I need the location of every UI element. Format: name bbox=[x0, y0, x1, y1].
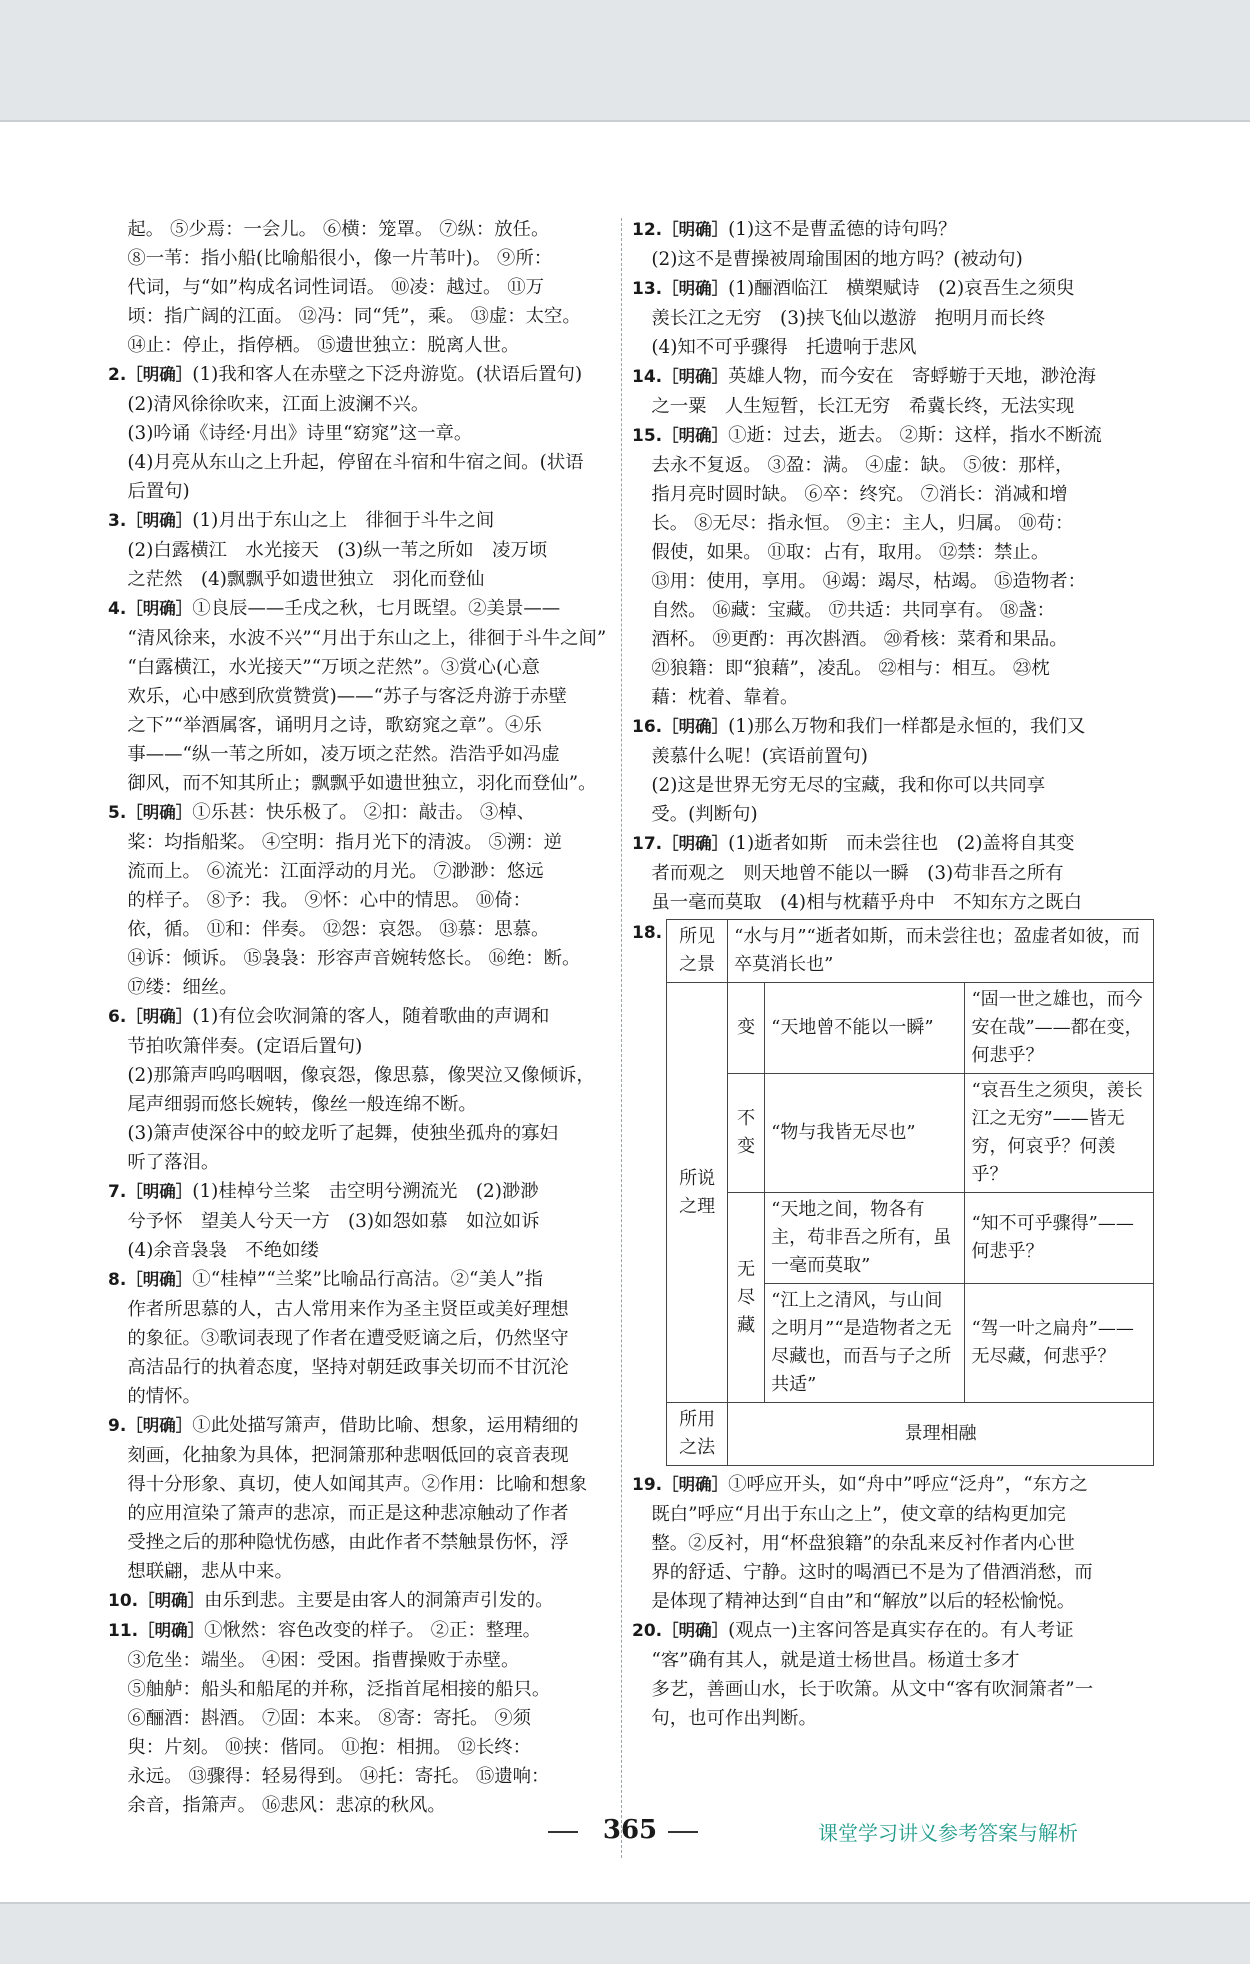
answer-line bbox=[632, 771, 1154, 800]
answer-text: 受。(判断句) bbox=[651, 804, 758, 825]
column-divider bbox=[621, 218, 622, 1858]
answer-line bbox=[632, 625, 1154, 654]
answer-item bbox=[632, 274, 1154, 362]
method-content: 景理相融 bbox=[728, 1403, 1154, 1466]
change-quote: “天地曾不能以一瞬” bbox=[765, 983, 965, 1074]
answer-line bbox=[108, 653, 611, 682]
answer-line bbox=[632, 683, 1154, 712]
answer-text: ①此处描写箫声，借助比喻、想象，运用精细的 bbox=[192, 1415, 579, 1436]
answer-line bbox=[108, 1002, 611, 1032]
answer-text: ①呼应开头，如“舟中”呼应“泛舟”，“东方之 bbox=[728, 1474, 1088, 1495]
table-row bbox=[667, 1074, 1154, 1193]
answer-line bbox=[108, 1295, 611, 1324]
answer-text: 事——“纵一苇之所如，凌万顷之茫然。浩浩乎如冯虚 bbox=[127, 744, 560, 765]
answer-line bbox=[632, 1500, 1154, 1529]
answer-text: ⑤舳舻：船头和船尾的并称，泛指首尾相接的船只。 bbox=[127, 1679, 551, 1700]
answer-line bbox=[108, 244, 611, 273]
question-number: 17. bbox=[632, 834, 663, 854]
answer-line bbox=[108, 536, 611, 565]
answer-line bbox=[632, 1675, 1154, 1704]
change-comment: “固一世之雄也，而今安在哉”——都在变，何悲乎？ bbox=[965, 983, 1154, 1074]
answer-item bbox=[632, 1470, 1154, 1616]
answer-text: 尾声细弱而悠长婉转，像丝一般连绵不断。 bbox=[127, 1094, 477, 1115]
answer-line bbox=[632, 567, 1154, 596]
answer-text: 是体现了精神达到“自由”和“解放”以后的轻松愉悦。 bbox=[651, 1591, 1076, 1612]
answer-line bbox=[632, 362, 1154, 392]
answer-item bbox=[108, 506, 611, 594]
answer-line bbox=[108, 1324, 611, 1353]
question-number: 12. bbox=[632, 220, 663, 240]
answer-line bbox=[108, 915, 611, 944]
question-number: 4. bbox=[108, 599, 127, 619]
scene-content: “水与月”“逝者如斯，而未尝往也；盈虚者如彼，而卒莫消长也” bbox=[728, 920, 1154, 983]
answer-line bbox=[632, 596, 1154, 625]
answer-text: 长。 ⑧无尽：指永恒。 ⑨主：主人，归属。 ⑩苟： bbox=[651, 513, 1074, 534]
answer-tag: ［明确］ bbox=[662, 834, 729, 853]
answer-text: 去永不复返。 ③盈：满。 ④虚：缺。 ⑤彼：那样， bbox=[651, 455, 1074, 476]
answer-text: 听了落泪。 bbox=[127, 1152, 220, 1173]
answer-line bbox=[108, 419, 611, 448]
answer-text: 之一粟 人生短暂，长江无穷 希冀长终，无法实现 bbox=[651, 396, 1075, 417]
endless-quote-1: “天地之间，物各有主，苟非吾之所有，虽一毫而莫取” bbox=[765, 1193, 965, 1284]
row-head-scene: 所见之景 bbox=[667, 920, 728, 983]
question-number: 5. bbox=[108, 803, 127, 823]
answer-line bbox=[108, 1032, 611, 1061]
answer-text: 之茫然 (4)飘飘乎如遗世独立 羽化而登仙 bbox=[127, 569, 485, 590]
answer-text: ①乐甚：快乐极了。 ②扣：敲击。 ③棹、 bbox=[192, 802, 536, 823]
answer-line bbox=[108, 1236, 611, 1265]
answer-text: (1)月出于东山之上 徘徊于斗牛之间 bbox=[192, 510, 495, 531]
answer-text: 酒杯。 ⑲更酌：再次斟酒。 ⑳肴核：菜肴和果品。 bbox=[651, 629, 1068, 650]
answer-line bbox=[108, 711, 611, 740]
answer-line bbox=[108, 1119, 611, 1148]
answer-text: ⑰缕：细丝。 bbox=[127, 977, 238, 998]
answer-line bbox=[108, 1382, 611, 1411]
answer-item bbox=[108, 798, 611, 1002]
bottom-scan-band bbox=[0, 1902, 1250, 1964]
answer-line bbox=[108, 944, 611, 973]
answer-tag: ［明确］ bbox=[126, 803, 193, 822]
answer-text: ⑭诉：倾诉。 ⑮袅袅：形容声音婉转悠长。 ⑯绝：断。 bbox=[127, 948, 581, 969]
analysis-table bbox=[666, 919, 1154, 1466]
answer-tag: ［明确］ bbox=[662, 717, 729, 736]
answer-line bbox=[108, 1791, 611, 1820]
answer-line bbox=[632, 712, 1154, 742]
answer-line bbox=[108, 1616, 611, 1646]
answer-line bbox=[632, 1470, 1154, 1500]
row-head-reason: 所说之理 bbox=[667, 983, 728, 1403]
answer-line bbox=[632, 245, 1154, 274]
answer-item bbox=[632, 1616, 1154, 1733]
answer-text: (1)有位会吹洞箫的客人，随着歌曲的声调和 bbox=[192, 1006, 550, 1027]
answer-line bbox=[108, 302, 611, 331]
answer-line bbox=[632, 480, 1154, 509]
page-number: 365 bbox=[602, 1815, 658, 1845]
answer-text: 刻画，化抽象为具体，把洞箫那种悲咽低回的哀音表现 bbox=[127, 1445, 569, 1466]
left-column bbox=[108, 215, 611, 1820]
answer-line bbox=[632, 888, 1154, 917]
answer-line bbox=[108, 1704, 611, 1733]
answer-item bbox=[108, 1616, 611, 1820]
answer-tag: ［明确］ bbox=[662, 1475, 729, 1494]
answer-text: 者而观之 则天地曾不能以一瞬 (3)苟非吾之所有 bbox=[651, 863, 1064, 884]
answer-text: 整。②反衬，用“杯盘狼籍”的杂乱来反衬作者内心世 bbox=[651, 1533, 1075, 1554]
answer-text: “客”确有其人，就是道士杨世昌。杨道士多才 bbox=[651, 1650, 1020, 1671]
answer-line bbox=[108, 506, 611, 536]
question-number: 2. bbox=[108, 365, 127, 385]
answer-text: 藉：枕着、靠着。 bbox=[651, 687, 799, 708]
answer-text: 的象征。③歌词表现了作者在遭受贬谪之后，仍然坚守 bbox=[127, 1328, 569, 1349]
answer-line bbox=[632, 538, 1154, 567]
table-row bbox=[667, 983, 1154, 1074]
question-number: 20. bbox=[632, 1621, 663, 1641]
answer-text: (2)白露横江 水光接天 (3)纵一苇之所如 凌万顷 bbox=[127, 540, 548, 561]
sub-head-change: 变 bbox=[728, 983, 765, 1074]
answer-item bbox=[108, 215, 611, 360]
answer-text: ㉑狼籍：即“狼藉”，凌乱。 ㉒相与：相互。 ㉓枕 bbox=[651, 658, 1050, 679]
answer-line bbox=[108, 828, 611, 857]
answer-text: (4)月亮从东山之上升起，停留在斗宿和牛宿之间。(状语 bbox=[127, 452, 584, 473]
answer-text: (2)清风徐徐吹来，江面上波澜不兴。 bbox=[127, 394, 430, 415]
answer-text: 受挫之后的那种隐忧伤感，由此作者不禁触景伤怀，浮 bbox=[127, 1532, 569, 1553]
row-head-method: 所用之法 bbox=[667, 1403, 728, 1466]
answer-line bbox=[632, 654, 1154, 683]
right-column bbox=[632, 215, 1154, 1733]
question-number: 15. bbox=[632, 426, 663, 446]
answer-line bbox=[108, 390, 611, 419]
answer-text: (1)这不是曹孟德的诗句吗？ bbox=[728, 219, 957, 240]
answer-text: 之下”“举酒属客，诵明月之诗，歌窈窕之章”。④乐 bbox=[127, 715, 542, 736]
answer-line bbox=[108, 1586, 611, 1616]
answer-item bbox=[108, 360, 611, 506]
question-number: 10. bbox=[108, 1591, 139, 1611]
answer-text: 高洁品行的执着态度，坚持对朝廷政事关切而不甘沉沦 bbox=[127, 1357, 569, 1378]
answer-line bbox=[108, 740, 611, 769]
answer-text: (2)那箫声呜呜咽咽，像哀怨，像思慕，像哭泣又像倾诉， bbox=[127, 1065, 595, 1086]
answer-text: (3)吟诵《诗经·月出》诗里“窈窕”这一章。 bbox=[127, 423, 473, 444]
answer-line bbox=[108, 886, 611, 915]
answer-item bbox=[632, 421, 1154, 712]
answer-line bbox=[632, 1529, 1154, 1558]
answer-line bbox=[108, 1177, 611, 1207]
table-row bbox=[667, 1193, 1154, 1284]
answer-line bbox=[632, 274, 1154, 304]
question-number: 6. bbox=[108, 1007, 127, 1027]
answer-text: 既白”呼应“月出于东山之上”，使文章的结构更加完 bbox=[651, 1504, 1066, 1525]
answer-line bbox=[108, 682, 611, 711]
answer-text: 虽一毫而莫取 (4)相与枕藉乎舟中 不知东方之既白 bbox=[651, 892, 1082, 913]
answer-text: 由乐到悲。主要是由客人的洞箫声引发的。 bbox=[204, 1590, 554, 1611]
answer-text: (2)这不是曹操被周瑜围困的地方吗？(被动句) bbox=[651, 249, 1023, 270]
answer-line bbox=[632, 421, 1154, 451]
answer-text: 句，也可作出判断。 bbox=[651, 1708, 817, 1729]
answer-line bbox=[108, 1499, 611, 1528]
answer-line bbox=[632, 304, 1154, 333]
answer-line bbox=[108, 1411, 611, 1441]
answer-text: ⑧一苇：指小船(比喻船很小，像一片苇叶)。 ⑨所： bbox=[127, 248, 553, 269]
answer-text: ①“桂棹”“兰桨”比喻品行高洁。②“美人”指 bbox=[192, 1269, 543, 1290]
answer-text: (3)箫声使深谷中的蛟龙听了起舞，使独坐孤舟的寡妇 bbox=[127, 1123, 558, 1144]
answer-text: 多艺，善画山水，长于吹箫。从文中“客有吹洞箫者”一 bbox=[651, 1679, 1094, 1700]
answer-text: (观点一)主客问答是真实存在的。有人考证 bbox=[728, 1620, 1074, 1641]
answer-text: ①逝：过去，逝去。 ②斯：这样，指水不断流 bbox=[728, 425, 1102, 446]
answer-item bbox=[108, 594, 611, 798]
answer-line bbox=[108, 1675, 611, 1704]
answer-text: ①良辰——壬戌之秋，七月既望。②美景—— bbox=[192, 598, 561, 619]
answer-text: (1)逝者如斯 而未尝往也 (2)盖将自其变 bbox=[728, 833, 1075, 854]
answer-line bbox=[632, 859, 1154, 888]
answer-text: (4)余音袅袅 不绝如缕 bbox=[127, 1240, 319, 1261]
answer-line bbox=[108, 594, 611, 624]
answer-line bbox=[108, 1762, 611, 1791]
endless-quote-2: “江上之清风，与山间之明月”“是造物者之无尽藏也，而吾与子之所共适” bbox=[765, 1284, 965, 1403]
sub-head-constant: 不变 bbox=[728, 1074, 765, 1193]
answer-line bbox=[108, 1646, 611, 1675]
answer-item bbox=[108, 1586, 611, 1616]
answer-text: (1)我和客人在赤壁之下泛舟游览。(状语后置句) bbox=[192, 364, 583, 385]
answer-text: 桨：均指船桨。 ④空明：指月光下的清波。 ⑤溯：逆 bbox=[127, 832, 562, 853]
answer-text: 想联翩，悲从中来。 bbox=[127, 1561, 293, 1582]
answer-line bbox=[108, 448, 611, 477]
answer-text: ①愀然：容色改变的样子。 ②正：整理。 bbox=[204, 1620, 542, 1641]
answer-text: 的样子。 ⑧予：我。 ⑨怀：心中的情思。 ⑩倚： bbox=[127, 890, 532, 911]
answer-text: 代词，与“如”构成名词性词语。 ⑩凌：越过。 ⑪万 bbox=[127, 277, 545, 298]
answer-line bbox=[108, 1061, 611, 1090]
answer-item bbox=[632, 829, 1154, 917]
answer-text: 永远。 ⑬骤得：轻易得到。 ⑭托：寄托。 ⑮遗响： bbox=[127, 1766, 550, 1787]
answer-line bbox=[108, 273, 611, 302]
answer-text: 余音，指箫声。 ⑯悲风：悲凉的秋风。 bbox=[127, 1795, 446, 1816]
answer-text: 顷：指广阔的江面。 ⑫冯：同“凭”，乘。 ⑬虚：太空。 bbox=[127, 306, 581, 327]
answer-text: 后置句) bbox=[127, 481, 190, 502]
answer-line bbox=[632, 800, 1154, 829]
answer-tag: ［明确］ bbox=[126, 1007, 193, 1026]
endless-comment-1: “知不可乎骤得”——何悲乎？ bbox=[965, 1193, 1154, 1284]
answer-text: (2)这是世界无穷无尽的宝藏，我和你可以共同享 bbox=[651, 775, 1046, 796]
answer-line bbox=[108, 1207, 611, 1236]
answer-line bbox=[632, 1616, 1154, 1646]
answer-line bbox=[632, 392, 1154, 421]
answer-text: 假使，如果。 ⑪取：占有，取用。 ⑫禁：禁止。 bbox=[651, 542, 1050, 563]
answer-line bbox=[632, 829, 1154, 859]
answer-item bbox=[108, 1177, 611, 1265]
answer-text: ⑭止：停止，指停栖。 ⑮遗世独立：脱离人世。 bbox=[127, 335, 520, 356]
answer-text: 自然。 ⑯藏：宝藏。 ⑰共适：共同享有。 ⑱盏： bbox=[651, 600, 1056, 621]
answer-text: 兮予怀 望美人兮天一方 (3)如怨如慕 如泣如诉 bbox=[127, 1211, 540, 1232]
answer-tag: ［明确］ bbox=[662, 426, 729, 445]
answer-line bbox=[108, 1090, 611, 1119]
table-row bbox=[667, 920, 1154, 983]
answer-tag: ［明确］ bbox=[662, 220, 729, 239]
question-number: 3. bbox=[108, 511, 127, 531]
answer-line bbox=[108, 1441, 611, 1470]
answer-text: 作者所思慕的人，古人常用来作为圣主贤臣或美好理想 bbox=[127, 1299, 569, 1320]
right-column-top bbox=[632, 215, 1154, 917]
answer-text: (1)那么万物和我们一样都是永恒的，我们又 bbox=[728, 716, 1086, 737]
answer-text: 的应用渲染了箫声的悲凉，而正是这种悲凉触动了作者 bbox=[127, 1503, 569, 1524]
answer-text: 羡慕什么呢！(宾语前置句) bbox=[651, 746, 868, 767]
answer-tag: ［明确］ bbox=[126, 1270, 193, 1289]
answer-text: 节拍吹箫伴奏。(定语后置句) bbox=[127, 1036, 363, 1057]
question-number: 11. bbox=[108, 1621, 139, 1641]
question-18 bbox=[632, 919, 1154, 1466]
question-number: 19. bbox=[632, 1475, 663, 1495]
answer-line bbox=[632, 333, 1154, 362]
right-column-bottom bbox=[632, 1470, 1154, 1733]
answer-line bbox=[108, 1733, 611, 1762]
constant-quote: “物与我皆无尽也” bbox=[765, 1074, 965, 1193]
answer-line bbox=[108, 215, 611, 244]
top-scan-band bbox=[0, 0, 1250, 122]
answer-text: 界的舒适、宁静。这时的喝酒已不是为了借酒消愁，而 bbox=[651, 1562, 1093, 1583]
answer-text: 指月亮时圆时缺。 ⑥卒：终究。 ⑦消长：消减和增 bbox=[651, 484, 1068, 505]
answer-line bbox=[108, 1265, 611, 1295]
answer-line bbox=[108, 798, 611, 828]
question-number: 16. bbox=[632, 717, 663, 737]
answer-line bbox=[632, 1646, 1154, 1675]
answer-line bbox=[108, 857, 611, 886]
answer-tag: ［明确］ bbox=[126, 1182, 193, 1201]
table-row bbox=[667, 1403, 1154, 1466]
answer-item bbox=[632, 215, 1154, 274]
answer-line bbox=[632, 1558, 1154, 1587]
answer-line bbox=[632, 742, 1154, 771]
answer-tag: ［明确］ bbox=[126, 511, 193, 530]
answer-text: 起。 ⑤少焉：一会儿。 ⑥横：笼罩。 ⑦纵：放任。 bbox=[127, 219, 550, 240]
answer-text: 流而上。 ⑥流光：江面浮动的月光。 ⑦渺渺：悠远 bbox=[127, 861, 544, 882]
answer-text: (1)桂棹兮兰桨 击空明兮溯流光 (2)渺渺 bbox=[192, 1181, 539, 1202]
answer-line bbox=[108, 331, 611, 360]
answer-item bbox=[632, 712, 1154, 829]
answer-text: (1)酾酒临江 横槊赋诗 (2)哀吾生之须臾 bbox=[728, 278, 1075, 299]
answer-text: ③危坐：端坐。 ④困：受困。指曹操败于赤壁。 bbox=[127, 1650, 520, 1671]
answer-line bbox=[108, 1557, 611, 1586]
answer-line bbox=[108, 624, 611, 653]
answer-tag: ［明确］ bbox=[662, 1621, 729, 1640]
answer-text: “清风徐来，水波不兴”“月出于东山之上，徘徊于斗牛之间” bbox=[127, 628, 607, 649]
answer-tag: ［明确］ bbox=[126, 1416, 193, 1435]
question-number: 8. bbox=[108, 1270, 127, 1290]
answer-tag: ［明确］ bbox=[126, 599, 193, 618]
answer-line bbox=[632, 1587, 1154, 1616]
answer-line bbox=[108, 1470, 611, 1499]
answer-line bbox=[108, 973, 611, 1002]
answer-line bbox=[108, 565, 611, 594]
footer-dash-right bbox=[668, 1831, 698, 1833]
answer-line bbox=[632, 1704, 1154, 1733]
answer-text: 依，循。 ⑪和：伴奏。 ⑫怨：哀怨。 ⑬慕：思慕。 bbox=[127, 919, 550, 940]
answer-tag: ［明确］ bbox=[138, 1621, 205, 1640]
answer-tag: ［明确］ bbox=[138, 1591, 205, 1610]
answer-line bbox=[632, 215, 1154, 245]
question-number: 14. bbox=[632, 367, 663, 387]
answer-line bbox=[108, 360, 611, 390]
answer-text: 得十分形象、真切，使人如闻其声。②作用：比喻和想象 bbox=[127, 1474, 588, 1495]
answer-line bbox=[108, 769, 611, 798]
question-number: 13. bbox=[632, 279, 663, 299]
answer-line bbox=[108, 1353, 611, 1382]
answer-text: 英雄人物，而今安在 寄蜉蝣于天地，渺沧海 bbox=[728, 366, 1096, 387]
sub-head-endless: 无尽藏 bbox=[728, 1193, 765, 1403]
question-number: 18. bbox=[632, 923, 663, 943]
constant-comment: “哀吾生之须臾，羡长江之无穷”——皆无穷，何哀乎？何羡乎？ bbox=[965, 1074, 1154, 1193]
answer-tag: ［明确］ bbox=[662, 367, 729, 386]
answer-text: 臾：片刻。 ⑩挟：偕同。 ⑪抱：相拥。 ⑫长终： bbox=[127, 1737, 532, 1758]
answer-item bbox=[108, 1002, 611, 1177]
answer-text: (4)知不可乎骤得 托遗响于悲风 bbox=[651, 337, 917, 358]
answer-line bbox=[108, 1528, 611, 1557]
answer-text: ⑥酾酒：斟酒。 ⑦固：本来。 ⑧寄：寄托。 ⑨须 bbox=[127, 1708, 532, 1729]
answer-line bbox=[108, 477, 611, 506]
answer-text: 羡长江之无穷 (3)挟飞仙以遨游 抱明月而长终 bbox=[651, 308, 1046, 329]
answer-text: 欢乐，心中感到欣赏赞赏)——“苏子与客泛舟游于赤壁 bbox=[127, 686, 567, 707]
answer-text: 的情怀。 bbox=[127, 1386, 201, 1407]
endless-comment-2: “驾一叶之扁舟”——无尽藏，何悲乎？ bbox=[965, 1284, 1154, 1403]
answer-text: “白露横江，水光接天”“万顷之茫然”。③赏心(心意 bbox=[127, 657, 540, 678]
answer-item bbox=[632, 362, 1154, 421]
question-number: 9. bbox=[108, 1416, 127, 1436]
footer-title: 课堂学习讲义参考答案与解析 bbox=[818, 1821, 1078, 1845]
answer-text: ⑬用：使用，享用。 ⑭竭：竭尽，枯竭。 ⑮造物者： bbox=[651, 571, 1086, 592]
answer-line bbox=[632, 509, 1154, 538]
answer-text: 御风，而不知其所止；飘飘乎如遗世独立，羽化而登仙”。 bbox=[127, 773, 597, 794]
question-number: 7. bbox=[108, 1182, 127, 1202]
answer-line bbox=[632, 451, 1154, 480]
answer-item bbox=[108, 1411, 611, 1586]
answer-tag: ［明确］ bbox=[126, 365, 193, 384]
answer-item bbox=[108, 1265, 611, 1411]
answer-line bbox=[108, 1148, 611, 1177]
answer-tag: ［明确］ bbox=[662, 279, 729, 298]
